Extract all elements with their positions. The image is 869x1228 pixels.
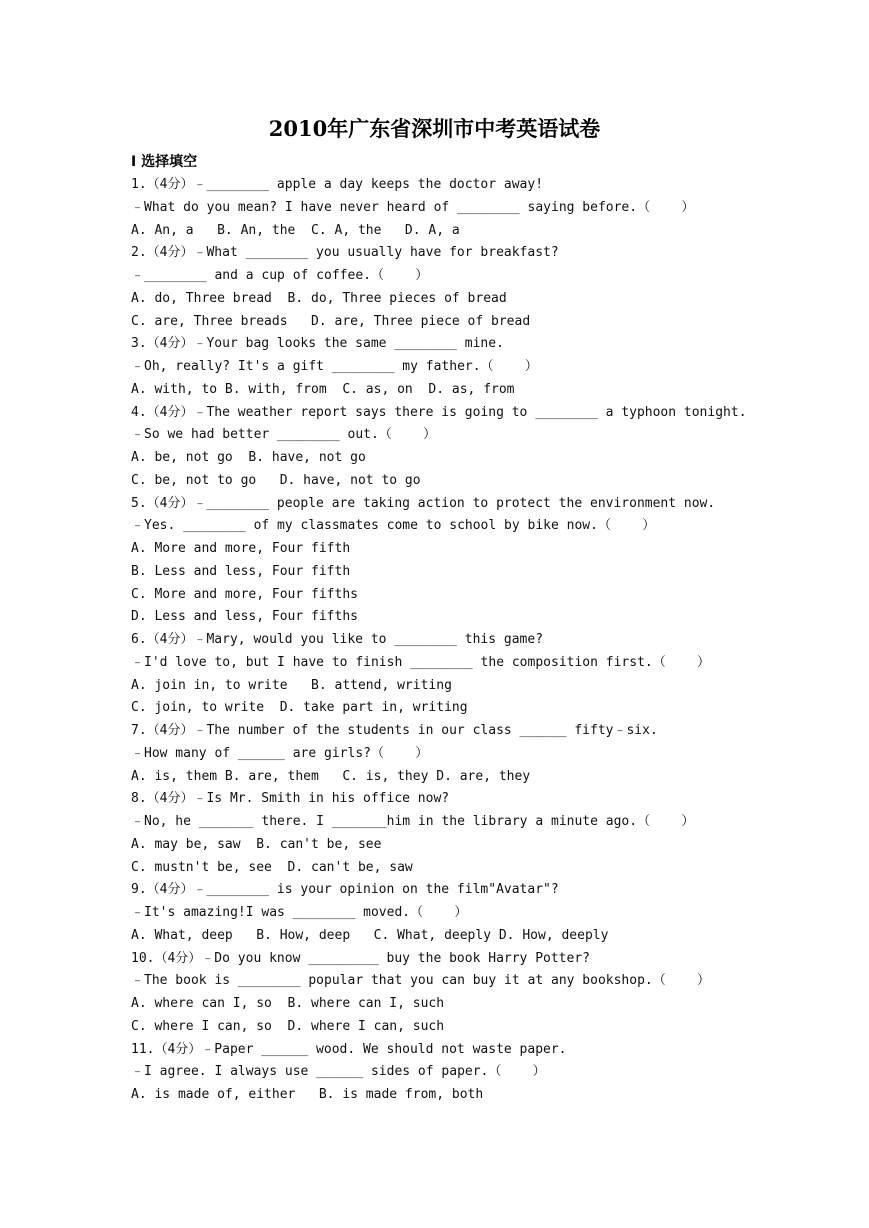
text-line: 1.（4分）﹣________ apple a day keeps the doctor away! <box>131 177 544 192</box>
text-line: C. join, to write D. take part in, writing <box>131 700 468 716</box>
text-line: D. Less and less, Four fifths <box>131 609 358 625</box>
text-line: 6.（4分）﹣Mary, would you like to ________ this game? <box>131 632 544 647</box>
text-line: ﹣The book is ________ popular that you can buy it at any bookshop.（ ） <box>131 973 711 989</box>
text-line: ﹣I agree. I always use ______ sides of paper.（ ） <box>131 1064 546 1080</box>
text-line: A. join in, to write B. attend, writing <box>131 677 452 693</box>
text-line: A. where can I, so B. where can I, such <box>131 996 445 1011</box>
text-line: C. mustn't be, see D. can't be, saw <box>131 859 413 875</box>
text-line: C. where I can, so D. where I can, such <box>131 1018 445 1034</box>
text-line: ﹣What do you mean? I have never heard of ________ saying before.（ ） <box>131 199 695 215</box>
text-line: A. with, to B. with, from C. as, on D. as, from <box>131 381 515 397</box>
text-line: A. More and more, Four fifth <box>131 541 351 556</box>
text-line: 5.（4分）﹣________ people are taking action to protect the environment now. <box>131 495 716 511</box>
text-line: 11.（4分）﹣Paper ______ wood. We should not waste paper. <box>131 1041 567 1057</box>
text-line: 4.（4分）﹣The weather report says there is going to ________ a typhoon tonight. <box>131 404 747 420</box>
text-line: ﹣No, he _______ there. I _______him in the library a minute ago.（ ） <box>131 814 695 829</box>
text-line: A. be, not go B. have, not go <box>131 450 366 465</box>
text-line: ﹣Oh, really? It's a gift ________ my father.（ ） <box>131 359 538 374</box>
text-line: A. An, a B. An, the C. A, the D. A, a <box>131 222 460 238</box>
text-line: B. Less and less, Four fifth <box>131 563 351 579</box>
text-line: 2.（4分）﹣What ________ you usually have for breakfast? <box>131 245 559 261</box>
text-line: ﹣Yes. ________ of my classmates come to school by bike now.（ ） <box>131 518 656 534</box>
text-line: 8.（4分）﹣Is Mr. Smith in his office now? <box>131 791 450 807</box>
text-line: 3.（4分）﹣Your bag looks the same ________ mine. <box>131 336 504 352</box>
text-line: A. is, them B. are, them C. is, they D. are, they <box>131 768 531 784</box>
text-line: 9.（4分）﹣________ is your opinion on the film"Avatar"? <box>131 882 559 898</box>
text-line: C. be, not to go D. have, not to go <box>131 472 421 488</box>
text-line: C. are, Three breads D. are, Three piece of bread <box>131 313 531 329</box>
text-line: A. do, Three bread B. do, Three pieces of bread <box>131 290 507 306</box>
text-line: 10.（4分）﹣Do you know _________ buy the book Harry Potter? <box>131 950 590 966</box>
text-line: ﹣It's amazing!I was ________ moved.（ ） <box>131 905 468 920</box>
text-line: ﹣How many of ______ are girls?（ ） <box>131 745 429 761</box>
page-title: 2010年广东省深圳市中考英语试卷 <box>268 116 601 141</box>
text-line: A. What, deep B. How, deep C. What, deeply D. How, deeply <box>131 927 609 943</box>
text-line: ﹣________ and a cup of coffee.（ ） <box>131 268 429 283</box>
text-line: 7.（4分）﹣The number of the students in our class ______ fifty﹣six. <box>131 723 658 738</box>
text-line: ﹣I'd love to, but I have to finish ________ the composition first.（ ） <box>131 654 711 670</box>
text-line: A. is made of, either B. is made from, both <box>131 1087 484 1102</box>
question-list <box>131 174 831 1107</box>
text-line: ﹣So we had better ________ out.（ ） <box>131 427 437 443</box>
text-line: C. More and more, Four fifths <box>131 586 358 602</box>
section-heading: I 选择填空 <box>131 154 198 170</box>
text-line: A. may be, saw B. can't be, see <box>131 836 382 852</box>
